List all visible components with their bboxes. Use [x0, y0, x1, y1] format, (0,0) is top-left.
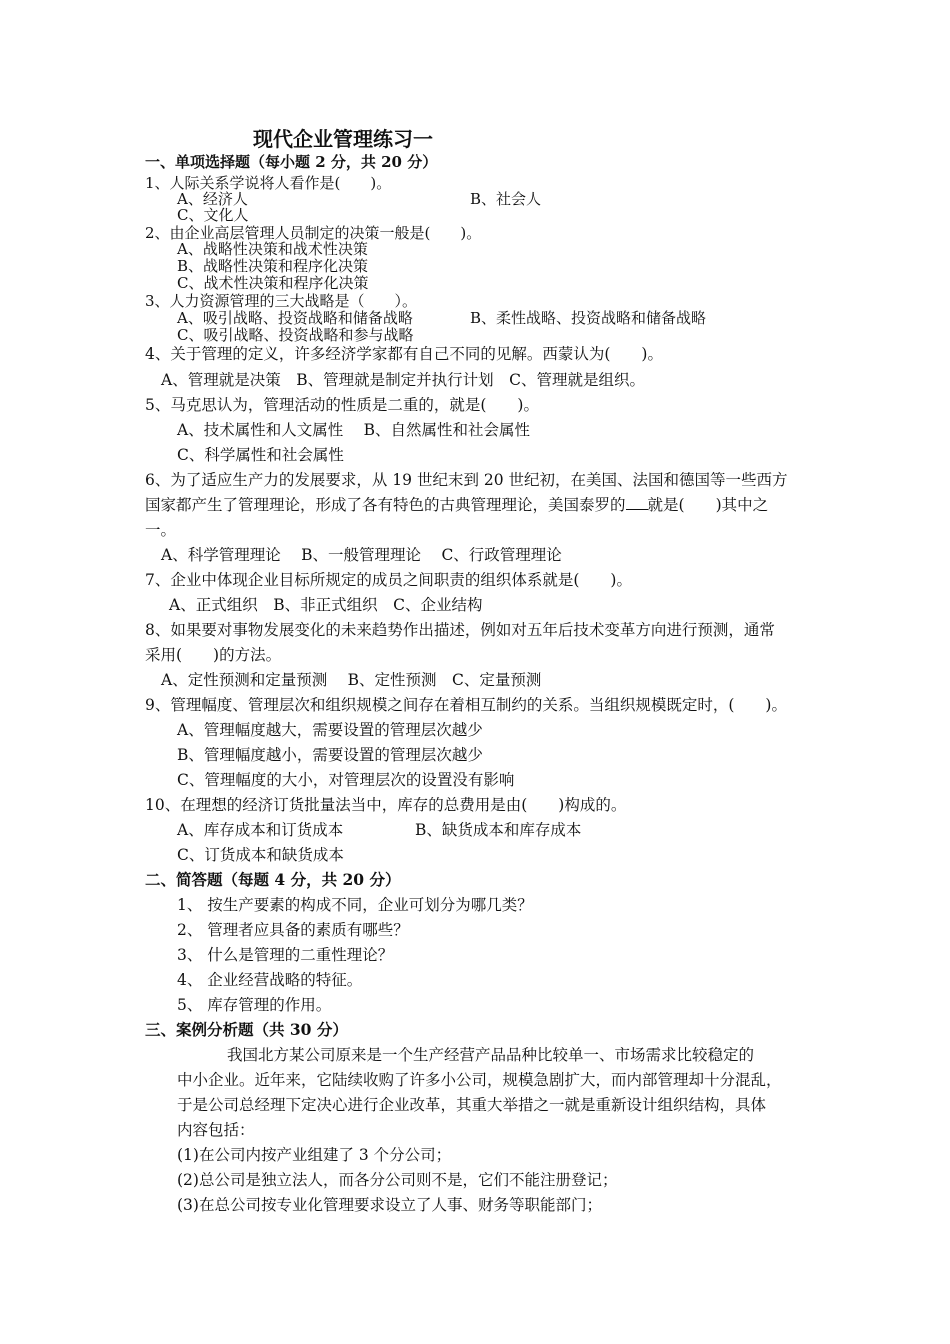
case-paragraph-line: 我国北方某公司原来是一个生产经营产品品种比较单一、市场需求比较稳定的	[227, 1046, 755, 1064]
q2-option-c: C、战术性决策和程序化决策	[177, 274, 369, 292]
q6-line-3: 一。	[145, 521, 177, 539]
q1-stem: 1、人际关系学说将人看作是( )。	[145, 174, 392, 192]
q1-option-c: C、文化人	[177, 206, 249, 224]
q6-line-2a: 国家都产生了管理理论，形成了各有特色的古典管理理论，美国泰罗的	[145, 496, 626, 514]
q8-line-1: 8、如果要对事物发展变化的未来趋势作出描述，例如对五年后技术变革方向进行预测，通常	[145, 621, 775, 639]
q1-option-a: A、经济人	[177, 190, 248, 208]
section-1-heading: 一、单项选择题（每小题 2 分，共 20 分）	[145, 153, 438, 171]
q10-option-b: B、缺货成本和库存成本	[415, 821, 582, 839]
q3-stem: 3、人力资源管理的三大战略是（ ）。	[145, 292, 418, 310]
section-3-heading: 三、案例分析题（共 30 分）	[145, 1020, 348, 1039]
q9-option-a: A、管理幅度越大，需要设置的管理层次越少	[177, 721, 483, 739]
short-answer-item: 4、 企业经营战略的特征。	[177, 971, 363, 989]
q7-stem: 7、企业中体现企业目标所规定的成员之间职责的组织体系就是( )。	[145, 571, 632, 589]
q10-option-a: A、库存成本和订货成本	[177, 821, 344, 839]
q5-option-c: C、科学属性和社会属性	[177, 446, 344, 464]
case-paragraph-line: 中小企业。近年来，它陆续收购了许多小公司，规模急剧扩大，而内部管理却十分混乱，	[177, 1071, 782, 1089]
fill-in-blank	[626, 496, 648, 510]
short-answer-item: 2、 管理者应具备的素质有哪些？	[177, 921, 409, 939]
case-item: (2)总公司是独立法人，而各分公司则不是，它们不能注册登记；	[177, 1171, 618, 1189]
short-answer-item: 3、 什么是管理的二重性理论？	[177, 946, 394, 964]
q8-options: A、定性预测和定量预测 B、定性预测 C、定量预测	[161, 671, 542, 689]
q3-option-a: A、吸引战略、投资战略和储备战略	[177, 309, 413, 327]
q9-option-b: B、管理幅度越小，需要设置的管理层次越少	[177, 746, 483, 764]
q9-option-c: C、管理幅度的大小，对管理层次的设置没有影响	[177, 771, 515, 789]
q6-line-2b: 就是( )其中之	[647, 496, 769, 514]
q7-options: A、正式组织 B、非正式组织 C、企业结构	[169, 596, 483, 614]
q2-stem: 2、由企业高层管理人员制定的决策一般是( )。	[145, 224, 482, 242]
q9-stem: 9、管理幅度、管理层次和组织规模之间存在着相互制约的关系。当组织规模既定时，( )。	[145, 696, 787, 714]
q2-option-a: A、战略性决策和战术性决策	[177, 240, 368, 258]
q3-option-c: C、吸引战略、投资战略和参与战略	[177, 326, 414, 344]
short-answer-item: 5、 库存管理的作用。	[177, 996, 332, 1014]
case-paragraph-line: 内容包括：	[177, 1121, 255, 1139]
q1-option-b: B、社会人	[470, 190, 542, 208]
q5-options-ab: A、技术属性和人文属性 B、自然属性和社会属性	[177, 421, 531, 439]
case-paragraph-line: 于是公司总经理下定决心进行企业改革，其重大举措之一就是重新设计组织结构，具体	[177, 1096, 767, 1114]
section-2-heading: 二、简答题（每题 4 分，共 20 分）	[145, 870, 401, 889]
q6-line-2	[145, 496, 768, 514]
short-answer-item: 1、 按生产要素的构成不同，企业可划分为哪几类？	[177, 896, 533, 914]
q6-line-1: 6、为了适应生产力的发展要求，从 19 世纪末到 20 世纪初，在美国、法国和德国等一些西方	[145, 471, 788, 489]
q10-option-c: C、订货成本和缺货成本	[177, 846, 344, 864]
q10-stem: 10、在理想的经济订货批量法当中，库存的总费用是由( )构成的。	[145, 796, 627, 814]
q2-option-b: B、战略性决策和程序化决策	[177, 257, 369, 275]
q3-option-b: B、柔性战略、投资战略和储备战略	[470, 309, 707, 327]
q5-stem: 5、马克思认为，管理活动的性质是二重的，就是( )。	[145, 396, 539, 414]
case-item: (1)在公司内按产业组建了 3 个分公司；	[177, 1146, 452, 1164]
case-item: (3)在总公司按专业化管理要求设立了人事、财务等职能部门；	[177, 1196, 602, 1214]
q4-options: A、管理就是决策 B、管理就是制定并执行计划 C、管理就是组织。	[161, 371, 645, 389]
q4-stem: 4、关于管理的定义，许多经济学家都有自己不同的见解。西蒙认为( )。	[145, 345, 663, 363]
q6-options: A、科学管理理论 B、一般管理理论 C、行政管理理论	[161, 546, 562, 564]
q8-line-2: 采用( )的方法。	[145, 646, 282, 664]
document-title: 现代企业管理练习一	[253, 127, 433, 151]
